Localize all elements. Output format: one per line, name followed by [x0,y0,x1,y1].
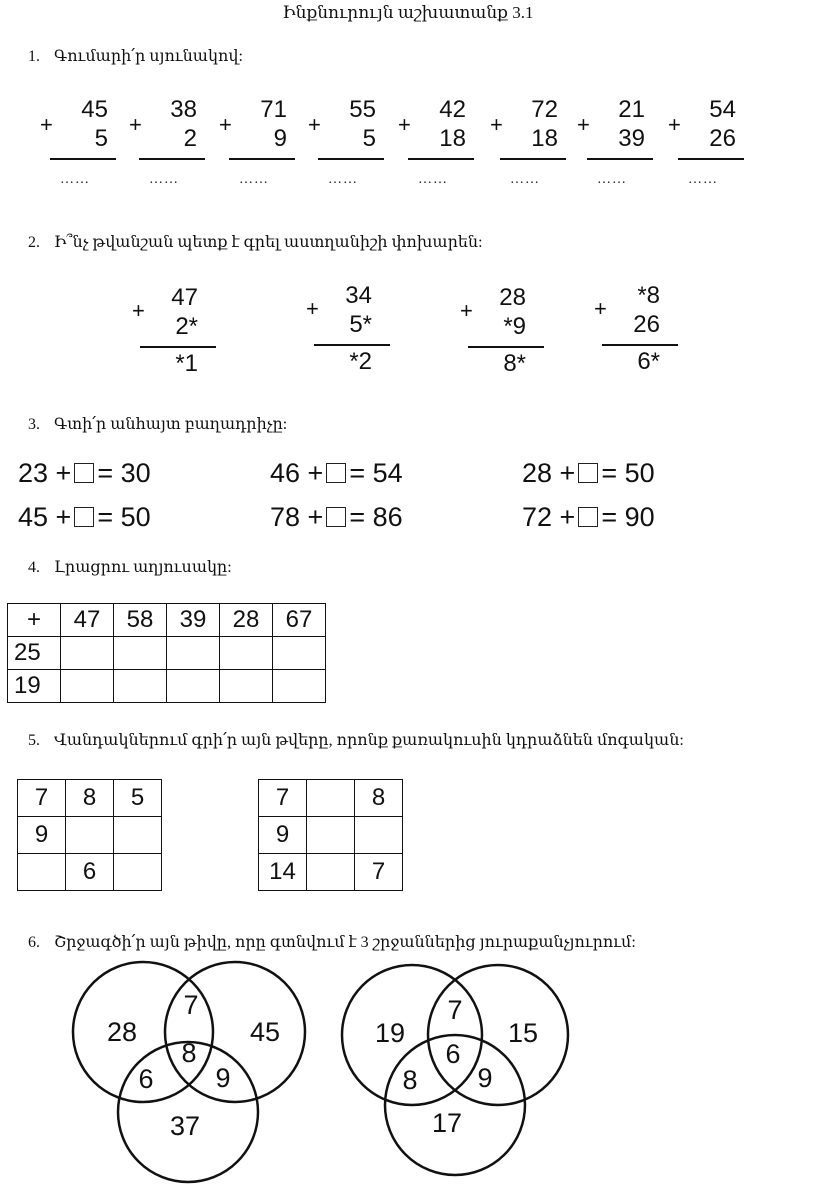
equation-right: = 54 [349,458,403,488]
plus-sign: + [40,112,53,137]
sum-line [318,158,384,160]
column-addition-8 [668,96,758,196]
square-cell[interactable]: 9 [259,817,307,854]
addition-table [7,603,326,703]
star-addition-4 [594,282,694,382]
table-row [8,670,326,703]
venn-number[interactable]: 8 [181,1038,197,1068]
equation-right: = 50 [601,458,655,488]
task-4-heading [28,557,232,577]
venn-number[interactable]: 9 [215,1063,231,1093]
star-addition-3 [460,284,560,384]
unknown-box[interactable] [74,507,94,527]
square-cell[interactable] [307,817,355,854]
task-5-text: Վանդակներում գրի՛ր այն թվերը, որոնք քառակուսին կդրաձնեն մոգական: [54,732,684,749]
addend-bottom: 5 [94,125,108,152]
equation-right: = 86 [349,502,403,532]
square-cell[interactable]: 9 [18,817,66,854]
column-addition-2 [129,96,219,196]
equation [18,458,151,489]
plus-sign: + [306,296,319,321]
addend-top: 54 [709,96,736,123]
square-cell[interactable]: 8 [355,780,403,817]
square-cell[interactable]: 14 [259,854,307,891]
task-3-heading [28,414,287,434]
answer-blank[interactable]: …… [688,172,718,187]
table-row [18,780,162,817]
venn-diagram-1 [60,960,330,1200]
venn-number[interactable]: 45 [249,1017,281,1047]
venn-diagram-2 [330,960,600,1200]
addend-top: *8 [637,282,660,309]
task-4-number: 4. [28,559,40,576]
task-2-number: 2. [28,234,40,251]
venn-number[interactable]: 7 [183,990,199,1020]
sum-line [468,346,544,348]
square-cell[interactable]: 6 [66,854,114,891]
plus-sign: + [129,112,142,137]
unknown-box[interactable] [326,463,346,483]
addend-bottom: 2 [183,125,197,152]
sum-line [500,158,566,160]
sum-result: 8* [503,350,526,377]
addend-bottom: 26 [633,311,660,338]
plus-sign: + [577,112,590,137]
sum-line [587,158,653,160]
sum-result: *2 [349,348,372,375]
table-row [18,854,162,891]
answer-blank[interactable]: …… [239,172,269,187]
page-title: Ինքնուրույն աշխատանք 3.1 [282,3,534,22]
venn-number[interactable]: 19 [374,1018,406,1048]
task-1-text: Գումարի՛ր սյունակով: [54,48,243,65]
star-addition-2 [306,282,406,382]
answer-blank[interactable]: …… [418,172,448,187]
answer-blank[interactable]: …… [597,172,627,187]
equation-left: 78 + [270,502,324,532]
square-cell[interactable]: 8 [66,780,114,817]
table-header-cell: 67 [273,604,326,637]
column-addition-7 [577,96,667,196]
square-cell[interactable] [114,817,162,854]
square-cell[interactable]: 7 [18,780,66,817]
equation [270,458,403,489]
square-cell[interactable] [307,780,355,817]
task-2-heading [28,232,483,252]
table-row [18,817,162,854]
table-header-cell: + [8,604,61,637]
unknown-box[interactable] [578,463,598,483]
equation-right: = 30 [97,458,151,488]
answer-blank[interactable]: …… [60,172,90,187]
task-3-text: Գտի՛ր անհայտ բաղադրիչը: [54,416,288,433]
equation [522,502,655,533]
venn-number[interactable]: 6 [445,1039,461,1069]
task-4-text: Լրացրու աղյուսակը: [54,559,232,576]
square-cell[interactable]: 7 [355,854,403,891]
sum-line [229,158,295,160]
table-cell[interactable] [273,637,326,670]
addend-bottom: 5* [349,311,372,338]
venn-circle-right [165,962,305,1102]
addend-top: 38 [170,96,197,123]
sum-line [678,158,744,160]
venn-number[interactable]: 37 [169,1111,201,1141]
square-cell[interactable]: 5 [114,780,162,817]
row-header-cell: 19 [8,670,61,703]
plus-sign: + [132,298,145,323]
table-row [259,854,403,891]
row-header-cell: 25 [8,637,61,670]
table-cell[interactable] [273,670,326,703]
table-cell[interactable] [114,637,167,670]
column-addition-3 [219,96,309,196]
table-cell[interactable] [61,637,114,670]
plus-sign: + [668,112,681,137]
square-cell[interactable] [18,854,66,891]
addend-bottom: 39 [618,125,645,152]
equation-left: 72 + [522,502,576,532]
task-2-text: Ի՞նչ թվանշան պետք է գրել աստղանիշի փոխարեն: [54,234,483,251]
table-header-row [8,604,326,637]
unknown-box[interactable] [578,507,598,527]
table-header-cell: 47 [61,604,114,637]
plus-sign: + [594,296,607,321]
plus-sign: + [398,112,411,137]
task-3-number: 3. [28,416,40,433]
addend-top: 47 [171,284,198,311]
table-cell[interactable] [167,670,220,703]
square-cell[interactable]: 7 [259,780,307,817]
venn-number[interactable]: 9 [477,1063,493,1093]
table-cell[interactable] [114,670,167,703]
column-addition-5 [398,96,488,196]
plus-sign: + [460,298,473,323]
task-5-number: 5. [28,732,40,749]
sum-line [408,158,474,160]
plus-sign: + [219,112,232,137]
addend-top: 55 [349,96,376,123]
answer-blank[interactable]: …… [328,172,358,187]
table-cell[interactable] [220,670,273,703]
table-header-cell: 58 [114,604,167,637]
task-6-heading [28,932,636,952]
sum-line [314,344,390,346]
equation-left: 23 + [18,458,72,488]
column-addition-1 [40,96,130,196]
task-5-heading [28,730,684,750]
answer-blank[interactable]: …… [149,172,179,187]
equation-left: 46 + [270,458,324,488]
addend-bottom: 5 [362,125,376,152]
addend-bottom: 2* [175,313,198,340]
task-6-text: Շրջագծի՛ր այն թիվը, որը գտնվում է 3 շրջաններից յուրաքանչյուրում: [54,934,636,951]
star-addition-1 [132,284,232,384]
addend-bottom: *9 [503,313,526,340]
square-cell[interactable] [355,817,403,854]
venn-number[interactable]: 8 [402,1065,418,1095]
addend-top: 45 [81,96,108,123]
addend-bottom: 9 [273,125,287,152]
addend-bottom: 18 [439,125,466,152]
sum-result: 6* [637,348,660,375]
venn-number[interactable]: 6 [138,1064,154,1094]
venn-number[interactable]: 7 [447,995,463,1025]
square-cell[interactable] [66,817,114,854]
sum-line [140,346,216,348]
addend-top: 34 [345,282,372,309]
square-cell[interactable] [114,854,162,891]
table-cell[interactable] [220,637,273,670]
sum-line [139,158,205,160]
magic-square-1 [17,779,162,891]
plus-sign: + [308,112,321,137]
equation-left: 45 + [18,502,72,532]
venn-number[interactable]: 15 [507,1018,539,1048]
column-addition-6 [490,96,580,196]
addend-top: 71 [260,96,287,123]
table-row [259,817,403,854]
addend-top: 28 [499,284,526,311]
addend-bottom: 18 [531,125,558,152]
column-addition-4 [308,96,398,196]
addend-top: 21 [618,96,645,123]
equation [270,502,403,533]
unknown-box[interactable] [74,463,94,483]
equation [522,458,655,489]
addend-top: 42 [439,96,466,123]
table-header-cell: 28 [220,604,273,637]
table-cell[interactable] [167,637,220,670]
unknown-box[interactable] [326,507,346,527]
venn-number[interactable]: 28 [106,1017,138,1047]
table-row [259,780,403,817]
table-header-cell: 39 [167,604,220,637]
sum-result: *1 [175,350,198,377]
equation [18,502,151,533]
task-1-number: 1. [28,48,40,65]
sum-line [602,344,678,346]
venn-number[interactable]: 17 [431,1108,463,1138]
table-row [8,637,326,670]
plus-sign: + [490,112,503,137]
task-6-number: 6. [28,934,40,951]
sum-line [50,158,116,160]
addend-top: 72 [531,96,558,123]
square-cell[interactable] [307,854,355,891]
addend-bottom: 26 [709,125,736,152]
answer-blank[interactable]: …… [510,172,540,187]
equation-right: = 90 [601,502,655,532]
magic-square-2 [258,779,403,891]
task-1-heading [28,46,243,66]
equation-left: 28 + [522,458,576,488]
table-cell[interactable] [61,670,114,703]
equation-right: = 50 [97,502,151,532]
